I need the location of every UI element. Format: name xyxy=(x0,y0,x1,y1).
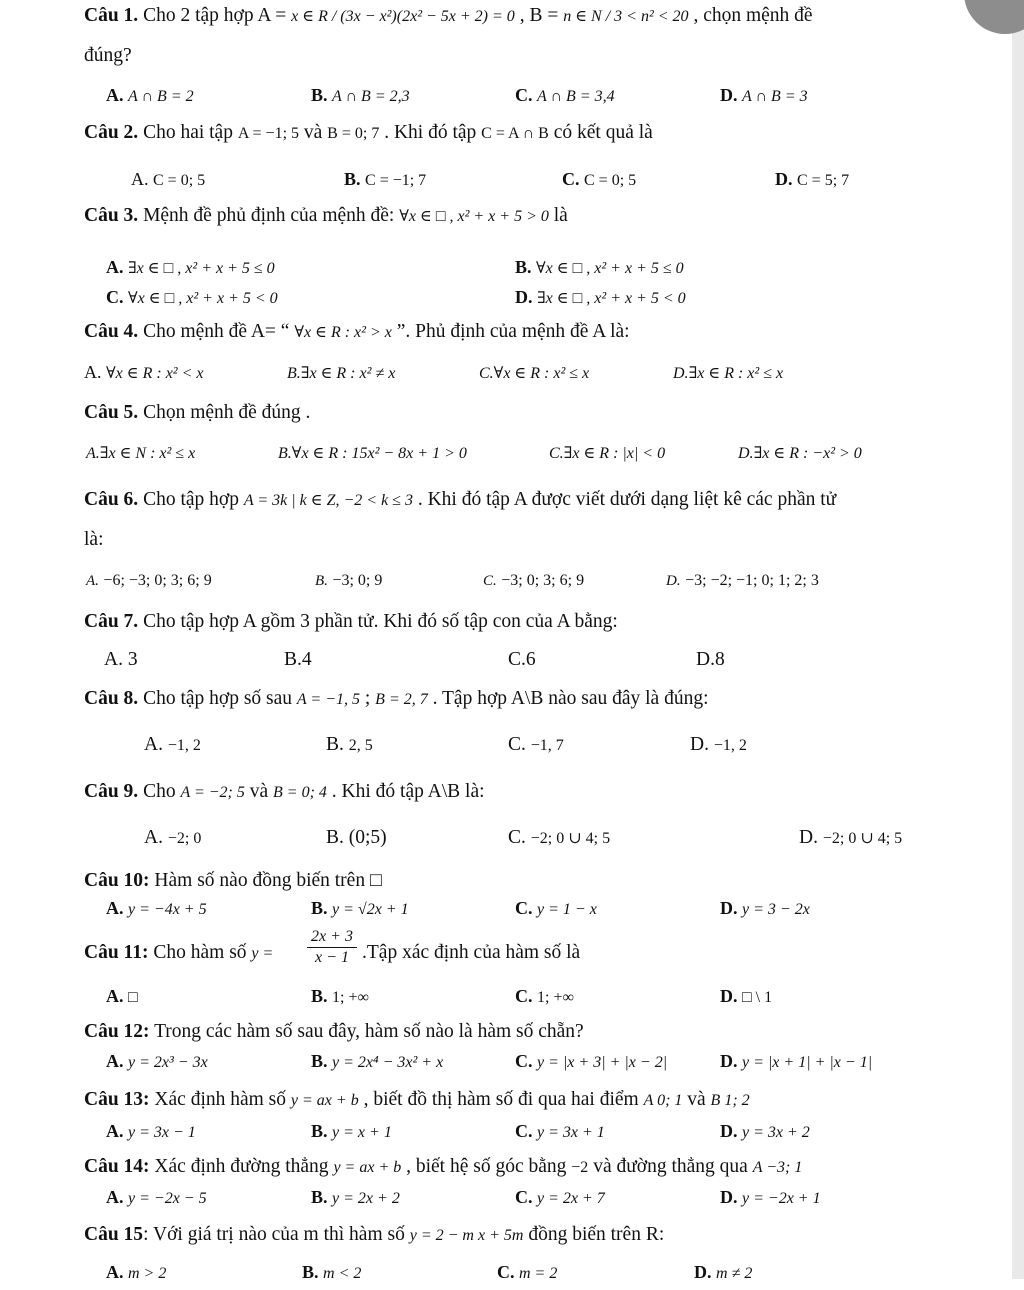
question-label: Câu 8. xyxy=(84,688,139,709)
option-a[interactable]: A. m > 2 xyxy=(106,1262,167,1282)
question-7-options xyxy=(0,644,1012,676)
option-d[interactable]: D.∃x ∈ R : x² ≤ x xyxy=(673,365,784,382)
question-11-stem: Câu 11: Cho hàm số y = 2x + 3 x − 1 .Tập xác định của hàm số là xyxy=(84,928,581,966)
question-label: Câu 11: xyxy=(84,942,149,963)
question-label: Câu 14: xyxy=(84,1156,150,1177)
option-b[interactable]: B. C = −1; 7 xyxy=(344,169,427,189)
option-b[interactable]: B. ∀x ∈ □ , x² + x + 5 ≤ 0 xyxy=(515,257,684,277)
question-label: Câu 4. xyxy=(84,321,139,342)
option-c[interactable]: C.∀x ∈ R : x² ≤ x xyxy=(479,365,590,382)
question-4-stem: Câu 4. Cho mệnh đề A= “ ∀x ∈ R : x² > x ”. Phủ định của mệnh đề A là: xyxy=(84,321,630,342)
option-c[interactable]: C. C = 0; 5 xyxy=(562,169,637,189)
question-7-stem: Câu 7. Cho tập hợp A gồm 3 phần tử. Khi đó số tập con của A bằng: xyxy=(84,611,618,632)
option-c[interactable]: C. y = |x + 3| + |x − 2| xyxy=(515,1051,668,1071)
option-b[interactable]: B. y = 2x + 2 xyxy=(311,1187,400,1207)
question-label: Câu 13: xyxy=(84,1089,150,1110)
option-a[interactable]: A. y = 3x − 1 xyxy=(106,1121,196,1141)
question-label: Câu 2. xyxy=(84,122,139,143)
option-c[interactable]: C. −2; 0 ∪ 4; 5 xyxy=(508,827,611,848)
option-b[interactable]: B. y = x + 1 xyxy=(311,1121,392,1141)
option-c[interactable]: C. y = 3x + 1 xyxy=(515,1121,605,1141)
question-1-stem-cont: đúng? xyxy=(84,45,132,66)
question-9-stem: Câu 9. Cho A = −2; 5 và B = 0; 4 . Khi đó tập A\B là: xyxy=(84,781,485,802)
option-d[interactable]: D. C = 5; 7 xyxy=(775,169,850,189)
option-a[interactable]: A. y = 2x³ − 3x xyxy=(106,1051,208,1071)
question-label: Câu 15 xyxy=(84,1224,144,1245)
option-c[interactable]: C. 1; +∞ xyxy=(515,986,574,1006)
option-d[interactable]: D.8 xyxy=(696,649,725,670)
question-12-stem: Câu 12: Trong các hàm số sau đây, hàm số nào là hàm số chẵn? xyxy=(84,1021,584,1042)
question-3-stem: Câu 3. Mệnh đề phủ định của mệnh đề: ∀x ∈ □ , x² + x + 5 > 0 là xyxy=(84,205,568,226)
fraction: 2x + 3 x − 1 xyxy=(307,927,357,968)
question-5-options xyxy=(0,436,1012,468)
option-a[interactable]: A. ∃x ∈ □ , x² + x + 5 ≤ 0 xyxy=(106,257,275,277)
option-a[interactable]: A. y = −4x + 5 xyxy=(106,898,207,918)
question-14-options xyxy=(0,1181,1012,1213)
question-label: Câu 7. xyxy=(84,611,139,632)
option-c[interactable]: C. y = 2x + 7 xyxy=(515,1187,605,1207)
option-b[interactable]: B. y = √2x + 1 xyxy=(311,898,409,918)
option-d[interactable]: D. y = |x + 1| + |x − 1| xyxy=(720,1051,873,1071)
question-8-stem: Câu 8. Cho tập hợp số sau A = −1, 5 ; B = 2, 7 . Tập hợp A\B nào sau đây là đúng: xyxy=(84,688,709,709)
question-2-stem: Câu 2. Cho hai tập A = −1; 5 và B = 0; 7 . Khi đó tập C = A ∩ B có kết quả là xyxy=(84,122,653,143)
option-d[interactable]: D. ∃x ∈ □ , x² + x + 5 < 0 xyxy=(515,287,686,307)
option-c[interactable]: C. −1, 7 xyxy=(508,734,564,755)
option-c[interactable]: C.∃x ∈ R : |x| < 0 xyxy=(549,445,666,462)
option-a[interactable]: A. A ∩ B = 2 xyxy=(106,85,194,105)
question-11-options xyxy=(0,980,1012,1012)
option-a[interactable]: A. □ xyxy=(106,986,138,1006)
question-10-options xyxy=(0,892,1012,924)
question-3-options-cd xyxy=(0,281,1012,313)
option-d[interactable]: D. y = 3 − 2x xyxy=(720,898,810,918)
option-d[interactable]: D.∃x ∈ R : −x² > 0 xyxy=(738,445,862,462)
option-a[interactable]: A. −2; 0 xyxy=(144,827,202,848)
question-10-stem: Câu 10: Hàm số nào đồng biến trên □ xyxy=(84,870,382,891)
option-d[interactable]: D. y = −2x + 1 xyxy=(720,1187,821,1207)
question-2-options xyxy=(0,163,1012,195)
option-a[interactable]: A. ∀x ∈ R : x² < x xyxy=(84,362,204,382)
option-a[interactable]: A. −6; −3; 0; 3; 6; 9 xyxy=(86,572,212,589)
question-label: Câu 6. xyxy=(84,489,139,510)
option-a[interactable]: A. 3 xyxy=(104,649,138,670)
question-15-stem: Câu 15: Với giá trị nào của m thì hàm số y = 2 − m x + 5m đồng biến trên R: xyxy=(84,1224,665,1245)
question-8-options xyxy=(0,729,1012,761)
question-3-options-ab xyxy=(0,251,1012,283)
question-13-options xyxy=(0,1115,1012,1147)
question-label: Câu 5. xyxy=(84,402,139,423)
option-b[interactable]: B. (0;5) xyxy=(326,827,387,848)
question-14-stem: Câu 14: Xác định đường thẳng y = ax + b , biết hệ số góc bằng −2 và đường thẳng qua A −3; 1 xyxy=(84,1156,803,1177)
option-a[interactable]: A.∃x ∈ N : x² ≤ x xyxy=(86,445,196,462)
option-d[interactable]: D. □ \ 1 xyxy=(720,986,773,1006)
question-1-options xyxy=(0,79,1012,111)
option-a[interactable]: A. −1, 2 xyxy=(144,734,201,755)
option-a[interactable]: A. C = 0; 5 xyxy=(131,169,206,189)
option-b[interactable]: B.4 xyxy=(284,649,312,670)
option-b[interactable]: B.∃x ∈ R : x² ≠ x xyxy=(287,365,396,382)
option-d[interactable]: D. m ≠ 2 xyxy=(694,1262,753,1282)
question-4-options xyxy=(0,356,1012,388)
option-c[interactable]: C. y = 1 − x xyxy=(515,898,597,918)
question-label: Câu 1. xyxy=(84,5,139,26)
question-label: Câu 12: xyxy=(84,1021,150,1042)
option-b[interactable]: B. 2, 5 xyxy=(326,734,373,755)
option-c[interactable]: C.6 xyxy=(508,649,536,670)
option-b[interactable]: B. 1; +∞ xyxy=(311,986,369,1006)
question-15-options xyxy=(0,1256,1012,1288)
page-edge-shadow xyxy=(1012,0,1024,1279)
option-c[interactable]: C. −3; 0; 3; 6; 9 xyxy=(483,572,585,589)
option-a[interactable]: A. y = −2x − 5 xyxy=(106,1187,207,1207)
question-label: Câu 9. xyxy=(84,781,139,802)
option-c[interactable]: C. ∀x ∈ □ , x² + x + 5 < 0 xyxy=(106,287,278,307)
option-b[interactable]: B.∀x ∈ R : 15x² − 8x + 1 > 0 xyxy=(278,445,467,462)
question-9-options xyxy=(0,822,1012,854)
question-6-stem: Câu 6. Cho tập hợp A = 3k | k ∈ Z, −2 < k ≤ 3 . Khi đó tập A được viết dưới dạng liệt kê các phần tử xyxy=(84,489,837,510)
question-label: Câu 3. xyxy=(84,205,139,226)
question-1-stem: Câu 1. Cho 2 tập hợp A = x ∈ R / (3x − x²)(2x² − 5x + 2) = 0 , B = n ∈ N / 3 < n² < 20 , chọn mệnh đề xyxy=(84,5,813,26)
question-label: Câu 10: xyxy=(84,870,150,891)
option-c[interactable]: C. A ∩ B = 3,4 xyxy=(515,85,615,105)
question-6-options xyxy=(0,563,1012,595)
option-d[interactable]: D. −2; 0 ∪ 4; 5 xyxy=(799,827,903,848)
option-b[interactable]: B. m < 2 xyxy=(302,1262,362,1282)
question-5-stem: Câu 5. Chọn mệnh đề đúng . xyxy=(84,402,311,423)
question-6-stem-cont: là: xyxy=(84,529,104,550)
option-d[interactable]: D. A ∩ B = 3 xyxy=(720,85,808,105)
option-b[interactable]: B. A ∩ B = 2,3 xyxy=(311,85,410,105)
option-d[interactable]: D. y = 3x + 2 xyxy=(720,1121,810,1141)
option-b[interactable]: B. y = 2x⁴ − 3x² + x xyxy=(311,1051,444,1071)
option-b[interactable]: B. −3; 0; 9 xyxy=(315,572,383,589)
option-c[interactable]: C. m = 2 xyxy=(497,1262,558,1282)
option-d[interactable]: D. −3; −2; −1; 0; 1; 2; 3 xyxy=(666,572,819,589)
question-13-stem: Câu 13: Xác định hàm số y = ax + b , biết đồ thị hàm số đi qua hai điểm A 0; 1 và B 1; 2 xyxy=(84,1089,750,1110)
question-12-options xyxy=(0,1045,1012,1077)
option-d[interactable]: D. −1, 2 xyxy=(690,734,747,755)
